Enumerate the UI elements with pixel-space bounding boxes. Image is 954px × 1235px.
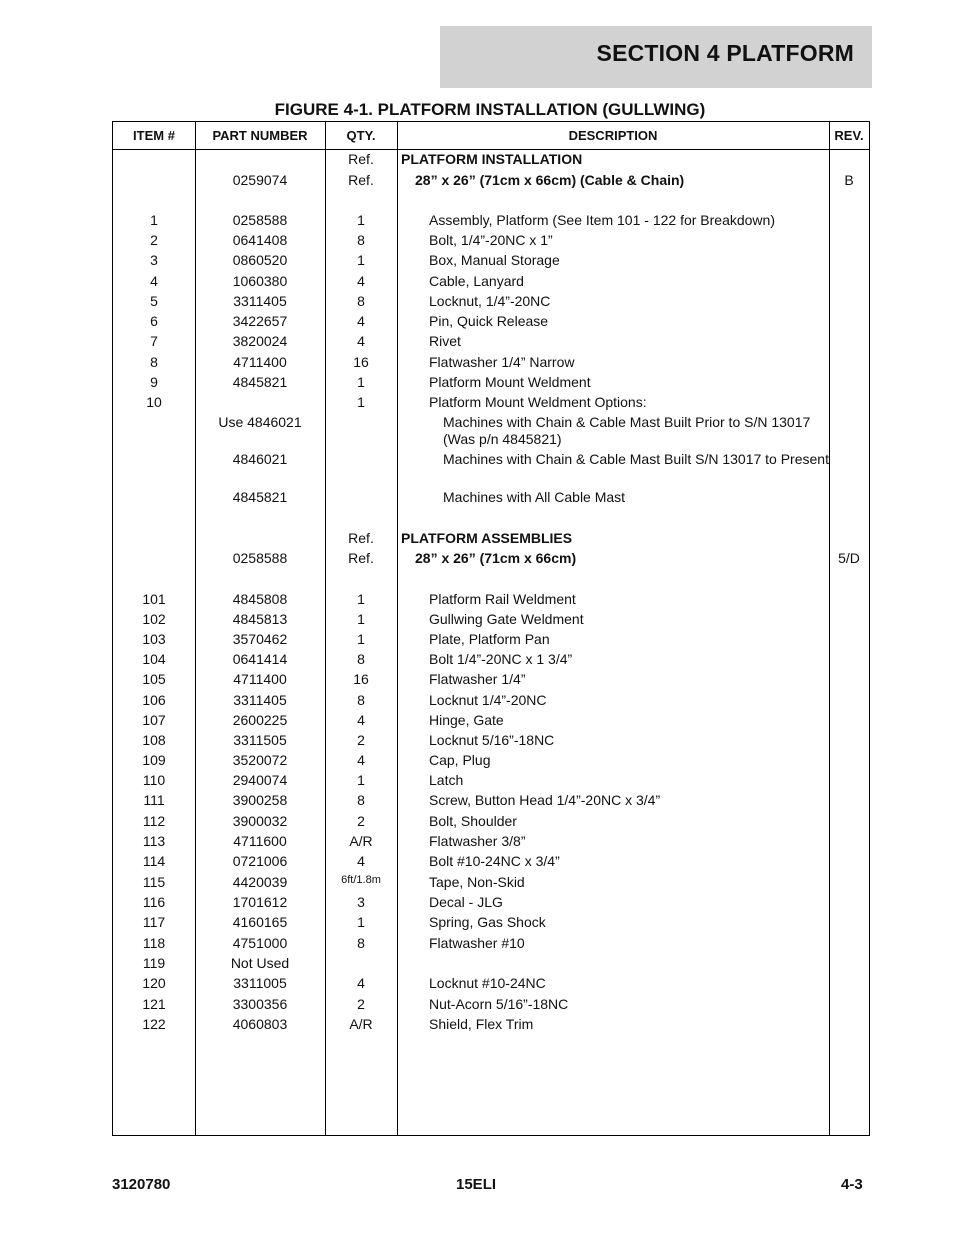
part-number-cell: 2940074 — [232, 772, 288, 788]
item-cell: 112 — [142, 812, 166, 829]
description-cell: Flatwasher 1/4” Narrow — [429, 353, 575, 370]
item-cell: 10 — [146, 394, 162, 410]
qty-cell: 4 — [357, 711, 365, 728]
qty-cell: 8 — [357, 650, 365, 667]
description-cell: Nut-Acorn 5/16”-18NC — [429, 995, 569, 1012]
qty-cell: Ref. — [348, 529, 374, 546]
qty-cell: 4 — [357, 853, 365, 869]
description-cell: Screw, Button Head 1/4”-20NC x 3/4” — [429, 792, 661, 808]
item-cell: 4 — [150, 272, 158, 289]
part-number-cell: 0641408 — [232, 232, 288, 248]
part-number-cell: 1701612 — [232, 894, 288, 910]
part-number-cell: 3900258 — [232, 792, 288, 808]
column-divider — [397, 122, 398, 1135]
qty-cell: 8 — [357, 293, 365, 309]
parts-table — [112, 121, 870, 1136]
part-number-cell: 4420039 — [232, 873, 288, 890]
col-header-rev: REV. — [834, 128, 864, 143]
item-cell: 106 — [142, 691, 166, 708]
description-cell: Platform Rail Weldment — [429, 590, 576, 607]
description-cell: Locknut 5/16”-18NC — [429, 731, 555, 748]
footer-doc-number: 3120780 — [112, 1176, 171, 1193]
item-cell: 118 — [142, 934, 166, 951]
qty-cell: 1 — [357, 630, 365, 647]
part-number-cell: 3311505 — [233, 731, 287, 748]
item-cell: 114 — [142, 853, 166, 869]
description-cell: Pin, Quick Release — [429, 313, 549, 329]
item-cell: 6 — [150, 313, 158, 329]
section-header — [440, 26, 872, 88]
description-cell: Bolt #10-24NC x 3/4” — [429, 853, 560, 869]
part-number-cell: 3422657 — [232, 313, 288, 329]
qty-cell: A/R — [349, 1015, 373, 1032]
qty-cell: 1 — [357, 373, 365, 390]
part-number-cell: 4060803 — [232, 1015, 288, 1032]
part-number-cell: 0860520 — [232, 252, 288, 268]
description-cell: Flatwasher 3/8” — [429, 833, 526, 849]
description-cell: PLATFORM ASSEMBLIES — [401, 529, 573, 546]
column-divider — [829, 122, 830, 1135]
part-number-cell: 4160165 — [232, 914, 288, 930]
part-number-cell: 0259074 — [232, 171, 288, 188]
description-cell: Bolt, 1/4”-20NC x 1” — [429, 232, 553, 248]
qty-cell: 1 — [357, 252, 365, 268]
qty-cell: 8 — [357, 934, 365, 951]
item-cell: 104 — [142, 650, 166, 667]
item-cell: 115 — [142, 873, 166, 890]
part-number-cell: 3520072 — [232, 752, 288, 768]
part-number-cell: 3570462 — [232, 630, 288, 647]
item-cell: 120 — [142, 975, 166, 991]
part-number-cell: 3900032 — [232, 812, 288, 829]
item-cell: 116 — [142, 894, 166, 910]
description-cell: Bolt, Shoulder — [429, 812, 517, 829]
qty-cell: A/R — [349, 833, 373, 849]
qty-cell: Ref. — [348, 151, 374, 167]
item-cell: 8 — [150, 353, 158, 370]
part-number-cell: 3311405 — [233, 293, 287, 309]
part-number-cell: 4711600 — [233, 833, 287, 849]
item-cell: 105 — [142, 671, 166, 687]
description-cell: Decal - JLG — [429, 894, 503, 910]
description-cell: Assembly, Platform (See Item 101 - 122 for Breakdown) — [429, 212, 775, 228]
qty-cell: 4 — [357, 975, 365, 991]
description-cell: Locknut, 1/4”-20NC — [429, 293, 551, 309]
rev-cell: 5/D — [838, 549, 860, 566]
item-cell: 1 — [150, 212, 158, 228]
qty-cell: 16 — [353, 353, 369, 370]
qty-cell: 8 — [357, 792, 365, 808]
description-cell: Spring, Gas Shock — [429, 914, 546, 930]
rev-cell: B — [844, 171, 854, 188]
description-cell: Locknut #10-24NC — [429, 975, 546, 991]
part-number-cell: 0641414 — [232, 650, 288, 667]
description-cell: Flatwasher 1/4” — [429, 671, 526, 687]
qty-cell: 4 — [357, 272, 365, 289]
part-number-cell: 4711400 — [233, 353, 287, 370]
qty-cell: 8 — [357, 691, 365, 708]
description-cell: Machines with Chain & Cable Mast Built Prior to S/N 13017 (Was p/n 4845821) — [443, 414, 811, 447]
qty-cell: 3 — [357, 894, 365, 910]
part-number-cell: 4751000 — [232, 934, 288, 951]
part-number-cell: 3311405 — [233, 691, 287, 708]
description-cell: Platform Mount Weldment — [429, 373, 591, 390]
description-cell: Latch — [429, 772, 464, 788]
qty-cell: 1 — [357, 394, 365, 410]
item-cell: 107 — [142, 711, 166, 728]
qty-cell: 6ft/1.8m — [341, 873, 381, 886]
description-cell: Locknut 1/4”-20NC — [429, 691, 547, 708]
qty-cell: Ref. — [348, 549, 374, 566]
description-cell: 28” x 26” (71cm x 66cm) — [415, 549, 577, 566]
qty-cell: 4 — [357, 333, 365, 349]
item-cell: 103 — [142, 630, 166, 647]
description-cell: Platform Mount Weldment Options: — [429, 394, 647, 410]
qty-cell: 2 — [357, 812, 365, 829]
description-cell: Hinge, Gate — [429, 711, 504, 728]
qty-cell: 1 — [357, 212, 365, 228]
footer-page-number: 4-3 — [841, 1176, 863, 1193]
item-cell: 110 — [142, 772, 166, 788]
item-cell: 111 — [143, 792, 165, 808]
col-header-description: DESCRIPTION — [568, 128, 658, 143]
part-number-cell: 4845813 — [232, 610, 288, 627]
qty-cell: 16 — [353, 671, 369, 687]
qty-cell: 2 — [357, 995, 365, 1012]
description-cell: Tape, Non-Skid — [429, 873, 525, 890]
description-cell: Flatwasher #10 — [429, 934, 525, 951]
description-cell: Machines with Chain & Cable Mast Built S/N 13017 to Present — [443, 451, 829, 467]
part-number-cell: 4845821 — [232, 489, 288, 505]
figure-title: FIGURE 4-1. PLATFORM INSTALLATION (GULLWING) — [274, 100, 706, 119]
item-cell: 117 — [142, 914, 166, 930]
qty-cell: 8 — [357, 232, 365, 248]
description-cell: Machines with All Cable Mast — [443, 489, 626, 505]
item-cell: 119 — [142, 954, 166, 971]
item-cell: 9 — [150, 373, 158, 390]
description-cell: 28” x 26” (71cm x 66cm) (Cable & Chain) — [415, 171, 685, 188]
col-header-part-number: PART NUMBER — [212, 128, 308, 143]
qty-cell: 1 — [357, 590, 365, 607]
item-cell: 113 — [142, 833, 166, 849]
col-header-qty: QTY. — [346, 128, 376, 143]
header-divider — [113, 149, 869, 150]
part-number-cell: 4846021 — [232, 451, 288, 467]
part-number-cell: 1060380 — [232, 272, 288, 289]
item-cell: 3 — [150, 252, 158, 268]
col-header-item: ITEM # — [133, 128, 175, 143]
item-cell: 121 — [142, 995, 166, 1012]
item-cell: 2 — [150, 232, 158, 248]
qty-cell: 1 — [357, 914, 365, 930]
description-cell: Plate, Platform Pan — [429, 630, 550, 647]
description-cell: PLATFORM INSTALLATION — [401, 151, 583, 167]
qty-cell: 4 — [357, 752, 365, 768]
part-number-cell: 4711400 — [233, 671, 287, 687]
part-number-cell: 4845821 — [232, 373, 288, 390]
qty-cell: 1 — [357, 610, 365, 627]
item-cell: 102 — [142, 610, 166, 627]
part-number-cell: 2600225 — [232, 711, 288, 728]
qty-cell: 2 — [357, 731, 365, 748]
part-number-cell: 0721006 — [232, 853, 288, 869]
section-title: SECTION 4 PLATFORM — [596, 40, 854, 66]
item-cell: 108 — [142, 731, 166, 748]
item-cell: 109 — [142, 752, 166, 768]
part-number-cell: 3311005 — [233, 975, 287, 991]
part-number-cell: 0258588 — [232, 549, 288, 566]
description-cell: Rivet — [429, 333, 461, 349]
description-cell: Cap, Plug — [429, 752, 491, 768]
part-number-cell: Not Used — [230, 954, 290, 971]
description-cell: Cable, Lanyard — [429, 272, 524, 289]
item-cell: 7 — [150, 333, 158, 349]
part-number-cell: 0258588 — [232, 212, 288, 228]
description-cell: Bolt 1/4”-20NC x 1 3/4” — [429, 650, 573, 667]
part-number-cell: 3300356 — [232, 995, 288, 1012]
item-cell: 5 — [150, 293, 158, 309]
qty-cell: 1 — [357, 772, 365, 788]
part-number-cell: Use 4846021 — [218, 414, 302, 430]
item-cell: 122 — [142, 1015, 166, 1032]
qty-cell: 4 — [357, 313, 365, 329]
description-cell: Shield, Flex Trim — [429, 1015, 534, 1032]
part-number-cell: 4845808 — [232, 590, 288, 607]
part-number-cell: 3820024 — [232, 333, 288, 349]
qty-cell: Ref. — [348, 171, 374, 188]
description-cell: Box, Manual Storage — [429, 252, 560, 268]
footer-model: 15ELI — [456, 1176, 497, 1193]
item-cell: 101 — [142, 590, 166, 607]
description-cell: Gullwing Gate Weldment — [429, 610, 584, 627]
